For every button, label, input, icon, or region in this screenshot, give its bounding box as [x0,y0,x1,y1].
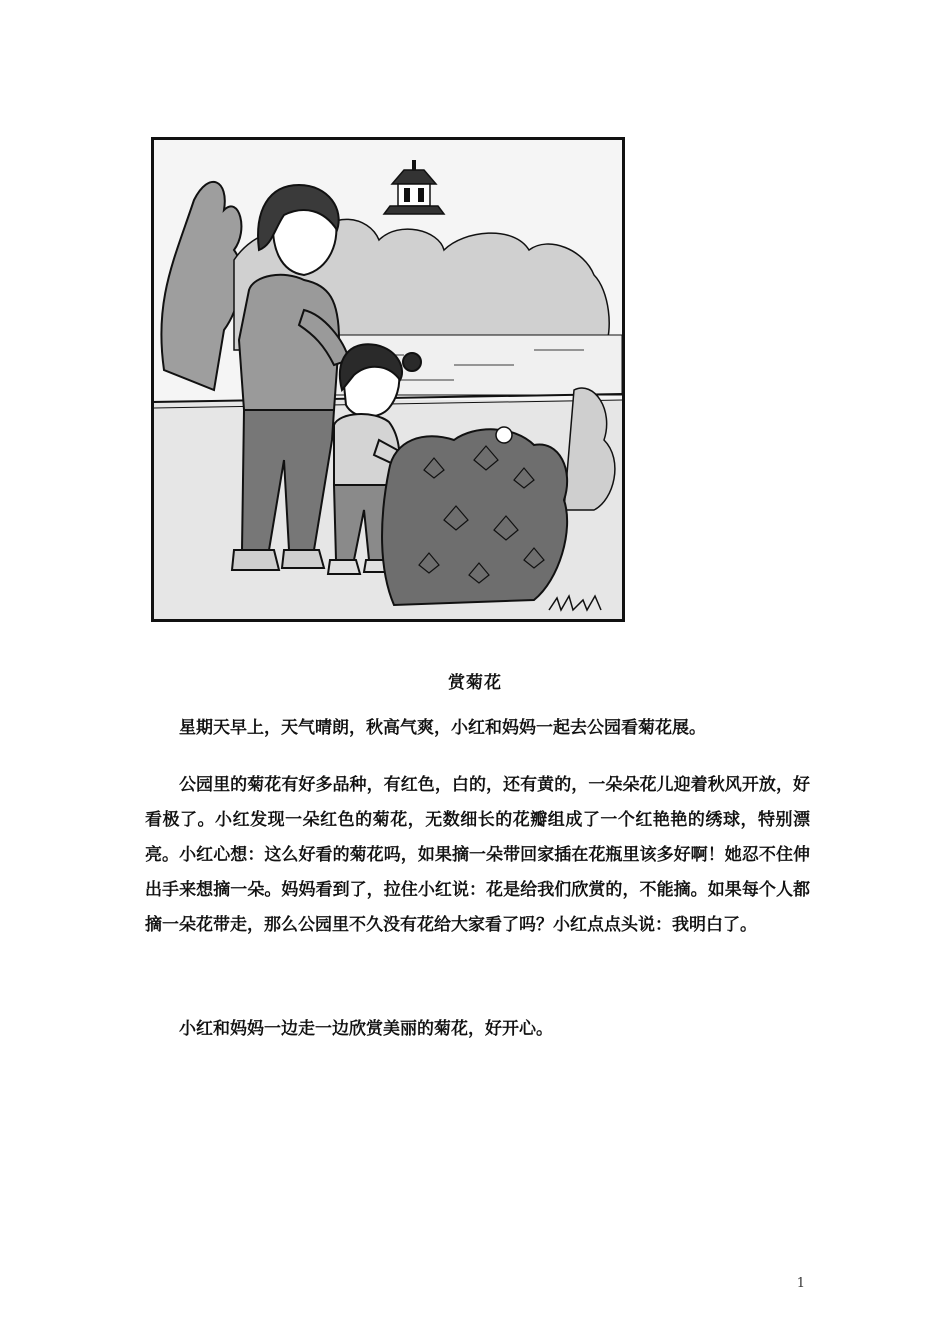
paragraph-3: 小红和妈妈一边走一边欣赏美丽的菊花，好开心。 [179,1019,553,1039]
chrysanthemum-bush [382,427,567,605]
paragraph-1: 星期天早上，天气晴朗，秋高气爽，小红和妈妈一起去公园看菊花展。 [179,718,706,738]
illustration-svg [154,140,622,619]
page-number: 1 [796,1276,805,1291]
story-illustration [151,137,625,622]
paragraph-2: 公园里的菊花有好多品种，有红色，白的，还有黄的，一朵朵花儿迎着秋风开放，好看极了。小红发现一朵红色的菊花，无数细长的花瓣组成了一个红艳艳的绣球，特别漂亮。小红心想：这么好看的菊花吗，如果摘一朵带回家插在花瓶里该多好啊！她忍不住伸出手来想摘一朵。妈妈看到了，拉住小红说：花是给我们欣赏的，不能摘。如果每个人都摘一朵花带走，那么公园里不久没有花给大家看了吗？小红点点头说：我明白了。 [145,775,810,935]
story-title: 赏菊花 [448,673,502,693]
